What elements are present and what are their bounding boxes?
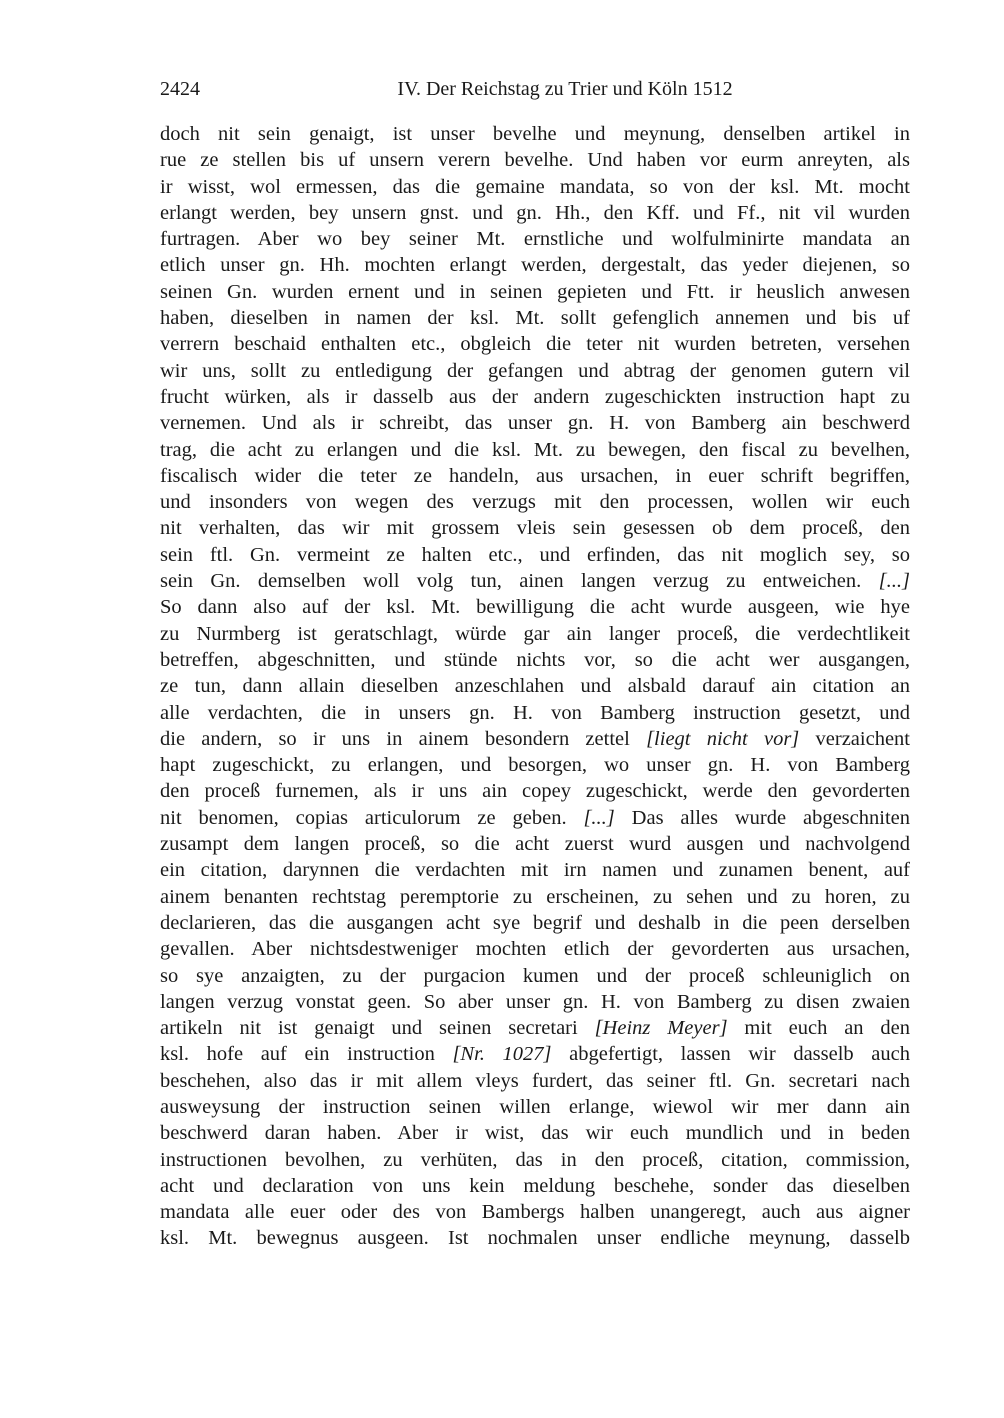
text-line: verrern beschaid enthalten etc., obgleich die teter nit wurden betreten, versehen — [160, 333, 910, 356]
text-line: ksl. Mt. bewegnus ausgeen. Ist nochmalen unser endliche meynung, dasselb — [160, 1227, 910, 1250]
text-line: erlangt werden, bey unsern gnst. und gn. Hh., den Kff. und Ff., nit vil wurden — [160, 201, 910, 224]
text-line: haben, dieselben in namen der ksl. Mt. sollt gefenglich annemen und bis uf — [160, 307, 910, 330]
text-line — [160, 568, 910, 594]
text-line: declarieren, das die ausgangen acht sye begrif und deshalb in die peen derselben — [160, 911, 910, 934]
text-line: zu Nurmberg ist geratschlagt, würde gar ain langer proceß, die verdechtlikeit — [160, 622, 910, 645]
page-number: 2424 — [160, 78, 200, 100]
text-line: ausweysung der instruction seinen willen erlange, wiewol wir mer dann ain — [160, 1095, 910, 1118]
text-segment: die andern, so ir uns in ainem besondern zettel — [160, 727, 647, 750]
text-segment: sein Gn. demselben woll volg tun, ainen langen verzug zu entweichen. — [160, 570, 879, 593]
text-line: etlich unser gn. Hh. mochten erlangt werden, dergestalt, das yeder diejenen, so — [160, 254, 910, 277]
text-line — [160, 726, 910, 752]
page-header — [160, 78, 910, 106]
text-line: acht und declaration von uns kein meldung beschehe, sonder das dieselben — [160, 1174, 910, 1197]
text-line: zusampt dem langen proceß, so die acht zuerst wurd ausgen und nachvolgend — [160, 833, 910, 856]
text-segment: mit euch an den — [727, 1017, 911, 1040]
text-line: und insonders von wegen des verzugs mit den processen, wollen wir euch — [160, 491, 910, 514]
text-line: beschehen, also das ir mit allem vleys furdert, das seiner ftl. Gn. secretari nach — [160, 1069, 910, 1092]
text-line: den proceß furnemen, als ir uns ain copey zugeschickt, werde den gevorderten — [160, 780, 910, 803]
text-line: hapt zugeschickt, zu erlangen, und besorgen, wo unser gn. H. von Bamberg — [160, 754, 910, 777]
text-segment: abgefertigt, lassen wir dasselb auch — [551, 1043, 910, 1066]
text-segment: verzaichent — [799, 727, 910, 750]
text-line: doch nit sein genaigt, ist unser bevelhe und meynung, denselben artikel in — [160, 123, 910, 145]
text-line — [160, 805, 910, 831]
text-line: frucht würken, als ir dasselb aus der andern zugeschickten instruction hapt zu — [160, 385, 910, 408]
editorial-note: [Nr. 1027] — [452, 1043, 552, 1066]
text-line: instructionen bevolhen, zu verhüten, das in den proceß, citation, commission, — [160, 1148, 910, 1171]
running-head: IV. Der Reichstag zu Trier und Köln 1512 — [397, 78, 733, 100]
text-line — [160, 1015, 910, 1041]
editorial-note: [liegt nicht vor] — [646, 727, 800, 750]
text-line: So dann also auf der ksl. Mt. bewilligung die acht wurde ausgeen, wie hye — [160, 596, 910, 619]
text-line: fiscalisch wider die teter ze handeln, aus ursachen, in euer schrift begriffen, — [160, 464, 910, 487]
text-line — [160, 1041, 910, 1067]
text-line: beschwerd daran haben. Aber ir wist, das wir euch mundlich und in beden — [160, 1122, 910, 1145]
text-line: alle verdachten, die in unsers gn. H. von Bamberg instruction gesetzt, und — [160, 701, 910, 724]
text-line: trag, die acht zu erlangen und die ksl. Mt. zu bewegen, den fiscal zu bevelhen, — [160, 438, 910, 461]
text-segment: ksl. hofe auf ein instruction — [160, 1043, 453, 1066]
editorial-note: [Heinz Meyer] — [594, 1017, 728, 1040]
text-line: wir uns, sollt zu entledigung der gefangen und abtrag der genomen gutern vil — [160, 359, 910, 382]
text-line: furtragen. Aber wo bey seiner Mt. ernstliche und wolfulminirte mandata an — [160, 228, 910, 251]
text-line: ir wisst, wol ermessen, das die gemaine mandata, so von der ksl. Mt. mocht — [160, 175, 910, 198]
text-line: langen verzug vonstat geen. So aber unser gn. H. von Bamberg zu disen zwaien — [160, 990, 910, 1013]
text-line: ein citation, darynnen die verdachten mit irn namen und zunamen benent, auf — [160, 859, 910, 882]
text-segment: artikeln nit ist genaigt und seinen secretari — [160, 1017, 595, 1040]
text-line: ze tun, dann allain dieselben anzeschlahen und alsbald darauf ain citation an — [160, 675, 910, 698]
text-line: rue ze stellen bis uf unsern verern bevelhe. Und haben vor eurm anreyten, als — [160, 149, 910, 172]
text-line: vernemen. Und als ir schreibt, das unser gn. H. von Bamberg ain beschwerd — [160, 412, 910, 435]
text-segment: Das alles wurde abgeschniten — [614, 806, 910, 829]
text-line: sein ftl. Gn. vermeint ze halten etc., und erfinden, das nit moglich sey, so — [160, 543, 910, 566]
text-line: betreffen, abgeschnitten, und stünde nichts vor, so die acht wer ausgangen, — [160, 648, 910, 671]
editorial-note: [...] — [878, 570, 910, 593]
text-line: nit verhalten, das wir mit grossem vleis sein gesessen ob dem proceß, den — [160, 517, 910, 540]
body-text — [160, 121, 910, 1252]
text-segment: nit benomen, copias articulorum ze geben. — [160, 806, 584, 829]
text-line: so sye anzaigten, zu der purgacion kumen und der proceß schleuniglich on — [160, 964, 910, 987]
text-line: seinen Gn. wurden ernent und in seinen gepieten und Ftt. ir heuslich anwesen — [160, 280, 910, 303]
editorial-note: [...] — [583, 806, 615, 829]
text-line: mandata alle euer oder des von Bambergs halben unangeregt, auch aus aigner — [160, 1201, 910, 1224]
text-line: ainem benanten rechtstag peremptorie zu erscheinen, zu sehen und zu horen, zu — [160, 885, 910, 908]
text-line: gevallen. Aber nichtsdestweniger mochten etlich der gevorderten aus ursachen, — [160, 938, 910, 961]
